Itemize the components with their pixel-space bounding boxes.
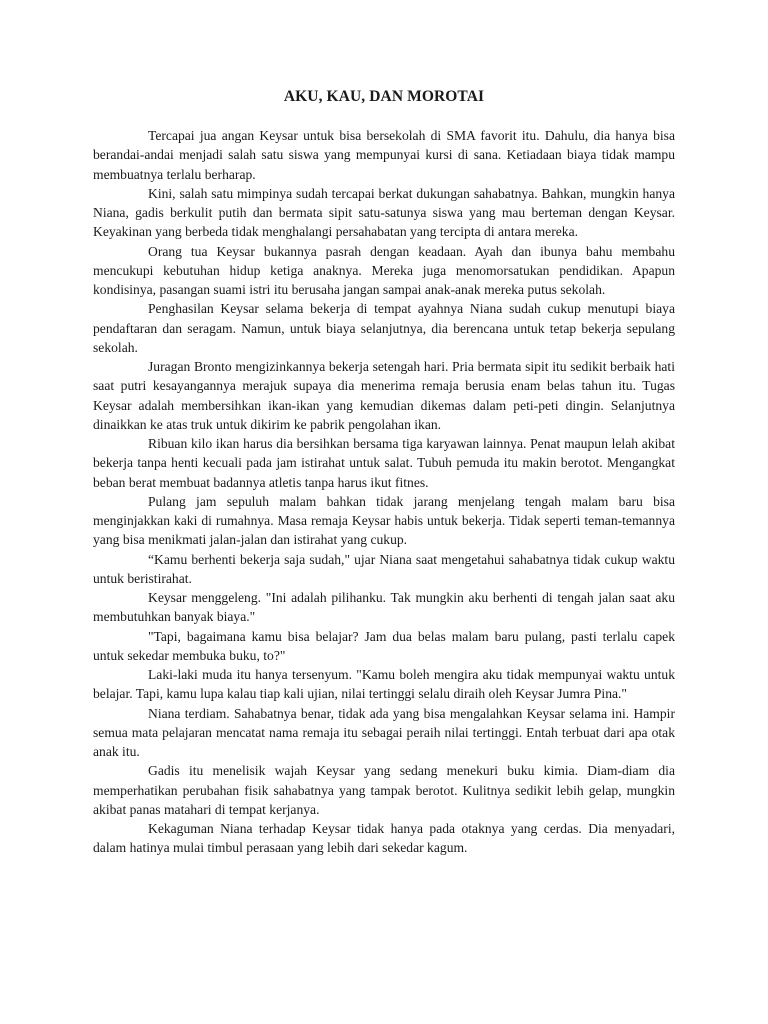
paragraph: Kekaguman Niana terhadap Keysar tidak hanya pada otaknya yang cerdas. Dia menyadari, dalam hatinya mulai timbul perasaan yang lebih dari sekedar kagum. <box>93 821 675 856</box>
paragraph: Penghasilan Keysar selama bekerja di tempat ayahnya Niana sudah cukup menutupi biaya pendaftaran dan seragam. Namun, untuk biaya selanjutnya, dia berencana untuk tetap bekerja sepulang sekolah. <box>93 301 675 355</box>
paragraph: Tercapai jua angan Keysar untuk bisa bersekolah di SMA favorit itu. Dahulu, dia hanya bisa berandai-andai menjadi salah satu siswa yang mempunyai kursi di sana. Ketiadaan biaya tidak mampu membuatnya terlalu berharap. <box>93 128 675 182</box>
paragraph: Niana terdiam. Sahabatnya benar, tidak ada yang bisa mengalahkan Keysar selama ini. Hampir semua mata pelajaran mencatat nama remaja itu sebagai peraih nilai tertinggi. Entah terbuat dari apa otak anak itu. <box>93 705 675 759</box>
paragraph: Kini, salah satu mimpinya sudah tercapai berkat dukungan sahabatnya. Bahkan, mungkin hanya Niana, gadis berkulit putih dan bermata sipit satu-satunya siswa yang mau berteman dengan Keysar. Keyakinan yang berbeda tidak menghalangi persahabatan yang tercipta di antara mereka. <box>93 185 675 240</box>
paragraph: “Kamu berhenti bekerja saja sudah," ujar Niana saat mengetahui sahabatnya tidak cukup waktu untuk beristirahat. <box>93 551 675 586</box>
paragraph: Juragan Bronto mengizinkannya bekerja setengah hari. Pria bermata sipit itu sedikit berbaik hati saat putri kesayangannya merajuk supaya dia menerima remaja berusia enam belas tahun itu. Tugas Keysar adalah membersihkan ikan-ikan yang kemudian dikemas dalam peti-peti dingin. Selanjutnya dinaikkan ke atas truk untuk dikirim ke pabrik pengolahan ikan. <box>93 359 675 432</box>
paragraph: "Tapi, bagaimana kamu bisa belajar? Jam dua belas malam baru pulang, pasti terlalu capek untuk sekedar membuka buku, to?" <box>93 628 675 663</box>
document-title: AKU, KAU, DAN MOROTAI <box>283 88 485 105</box>
paragraph: Ribuan kilo ikan harus dia bersihkan bersama tiga karyawan lainnya. Penat maupun lelah akibat bekerja tanpa henti kecuali pada jam istirahat untuk salat. Tubuh pemuda itu makin berotot. Mengangkat beban berat membuat badannya atletis tanpa harus ikut fitnes. <box>93 436 675 490</box>
paragraph: Orang tua Keysar bukannya pasrah dengan keadaan. Ayah dan ibunya bahu membahu mencukupi kebutuhan hidup ketiga anaknya. Mereka juga menomorsatukan pendidikan. Apapun kondisinya, pasangan suami istri itu berusaha jangan sampai anak-anak mereka putus sekolah. <box>93 243 675 297</box>
paragraph: Laki-laki muda itu hanya tersenyum. "Kamu boleh mengira aku tidak mempunyai waktu untuk belajar. Tapi, kamu lupa kalau tiap kali ujian, nilai tertinggi selalu diraih oleh Keysar Jumra Pina." <box>93 667 675 702</box>
paragraph: Keysar menggeleng. "Ini adalah pilihanku. Tak mungkin aku berhenti di tengah jalan saat aku membutuhkan banyak biaya." <box>93 590 675 625</box>
paragraph: Pulang jam sepuluh malam bahkan tidak jarang menjelang tengah malam baru bisa menginjakkan kaki di rumahnya. Masa remaja Keysar habis untuk bekerja. Tidak seperti teman-temannya yang bisa menikmati jalan-jalan dan istirahat yang cukup. <box>93 493 675 548</box>
document-body <box>93 126 675 858</box>
paragraph: Gadis itu menelisik wajah Keysar yang sedang menekuri buku kimia. Diam-diam dia memperhatikan perubahan fisik sahabatnya yang tampak berotot. Kulitnya sedikit lebih gelap, mungkin akibat panas matahari di tempat kerjanya. <box>93 763 675 817</box>
